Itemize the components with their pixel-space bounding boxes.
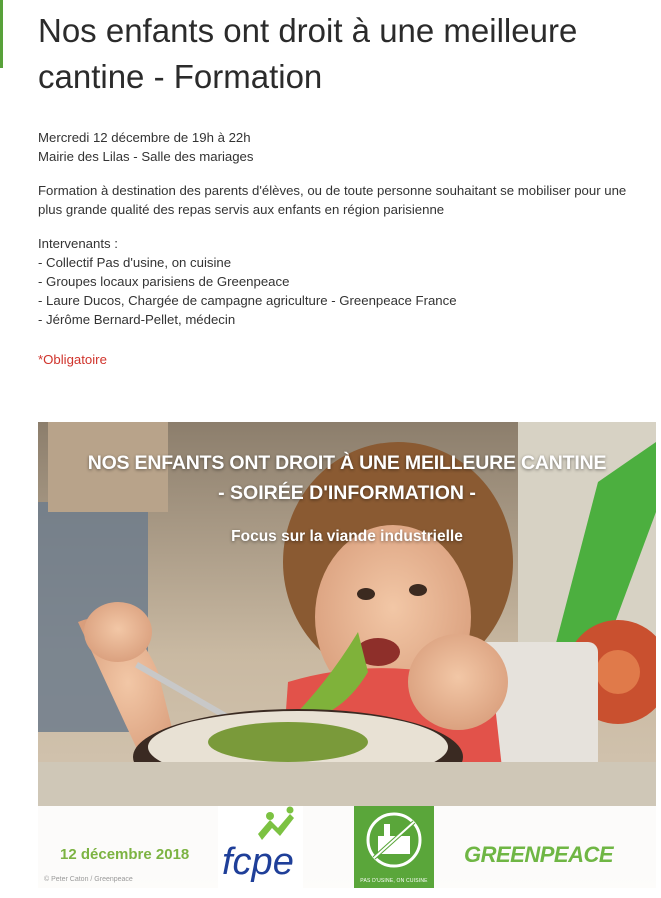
speakers-list xyxy=(38,234,457,329)
speaker-item: - Laure Ducos, Chargée de campagne agriculture - Greenpeace France xyxy=(38,293,457,308)
event-description xyxy=(38,181,653,219)
banner-subheadline: Focus sur la viande industrielle xyxy=(231,528,463,545)
speakers-heading: Intervenants : xyxy=(38,236,118,251)
banner-headline-line2: - SOIRÉE D'INFORMATION - xyxy=(218,482,476,504)
speaker-item: - Collectif Pas d'usine, on cuisine xyxy=(38,255,232,270)
speaker-item: - Groupes locaux parisiens de Greenpeace xyxy=(38,274,290,289)
required-note: *Obligatoire xyxy=(38,352,107,367)
banner-date: 12 décembre 2018 xyxy=(60,846,190,863)
speaker-item: - Jérôme Bernard-Pellet, médecin xyxy=(38,312,236,327)
event-datetime-location xyxy=(38,128,254,166)
left-accent-bar xyxy=(0,0,3,68)
event-date: Mercredi 12 décembre de 19h à 22h xyxy=(38,130,251,145)
page-title: Nos enfants ont droit à une meilleure cantine - Formation xyxy=(38,12,578,95)
pas-d-usine-label: PAS D'USINE, ON CUISINE xyxy=(360,878,428,884)
banner-footer xyxy=(38,806,656,888)
fcpe-logo xyxy=(218,806,303,888)
greenpeace-logo: GREENPEACE xyxy=(464,842,614,867)
fcpe-logo-mark xyxy=(218,806,303,888)
description-text: Formation à destination des parents d'élèves, ou de toute personne souhaitant se mobiliser pour une plus grande qualité des repas servis aux enfants en région parisienne xyxy=(38,183,627,217)
event-banner-image xyxy=(38,422,656,888)
banner-headline-line1: NOS ENFANTS ONT DROIT À UNE MEILLEURE CANTINE xyxy=(87,452,607,474)
event-location: Mairie des Lilas - Salle des mariages xyxy=(38,149,254,164)
fcpe-logo-text: fcpe xyxy=(222,841,294,883)
no-factory-icon xyxy=(354,806,434,876)
pas-d-usine-logo xyxy=(354,806,434,888)
photo-credit: © Peter Caton / Greenpeace xyxy=(44,876,133,883)
